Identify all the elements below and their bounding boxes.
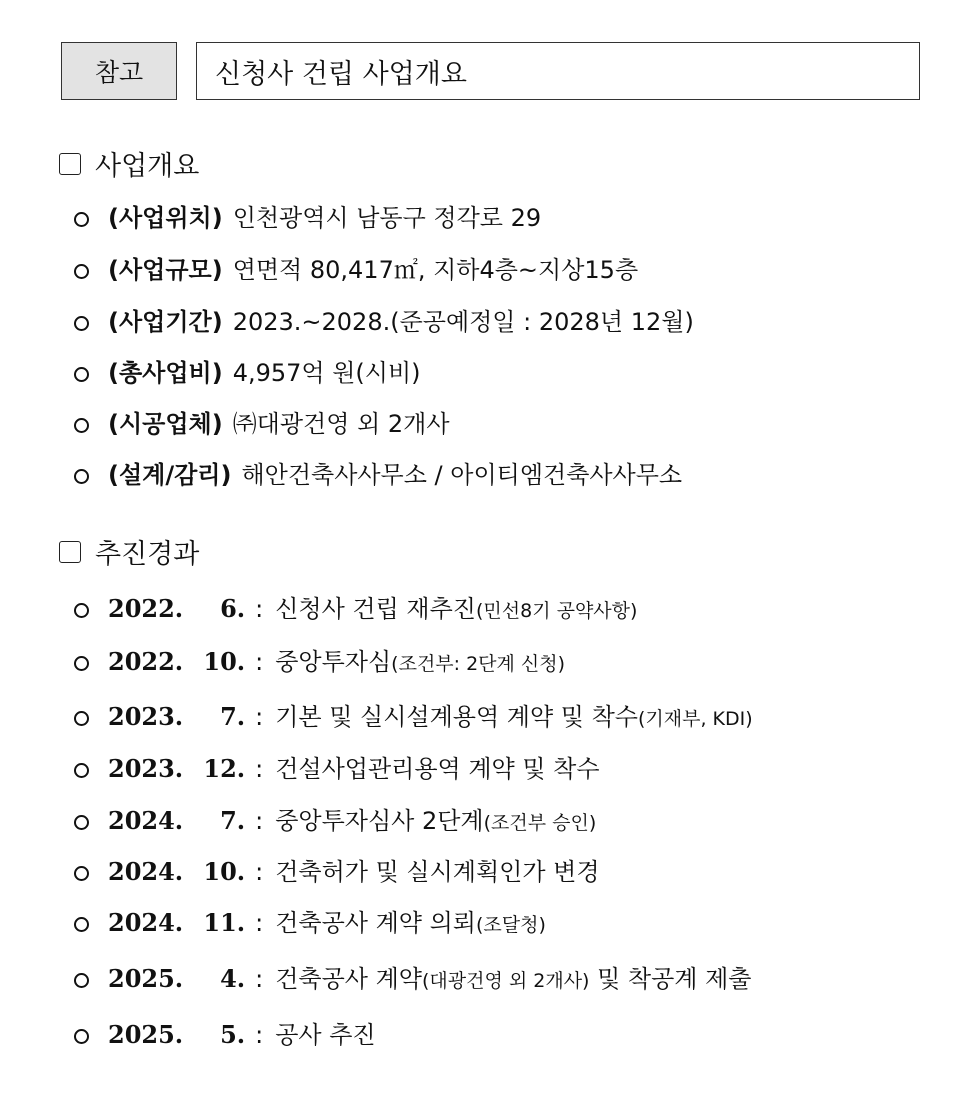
- checkbox-icon: [59, 541, 81, 563]
- colon-separator: :: [255, 965, 264, 993]
- item-label: (사업위치): [108, 204, 223, 232]
- overview-item-budget: [74, 353, 421, 388]
- progress-note: (기재부, KDI): [637, 708, 753, 730]
- progress-date: 2023. 7.: [108, 702, 246, 731]
- circle-bullet-icon: [74, 711, 89, 726]
- overview-item-location: [74, 198, 541, 233]
- colon-separator: :: [255, 1021, 264, 1049]
- circle-bullet-icon: [74, 264, 89, 279]
- circle-bullet-icon: [74, 212, 89, 227]
- progress-date: 2025. 5.: [108, 1020, 246, 1049]
- item-label: (총사업비): [108, 359, 223, 387]
- progress-main: 기본 및 실시설계용역 계약 및 착수: [275, 703, 638, 731]
- reference-tag: 참고: [61, 42, 177, 100]
- colon-separator: :: [255, 807, 264, 835]
- circle-bullet-icon: [74, 469, 89, 484]
- progress-item: [74, 852, 600, 887]
- circle-bullet-icon: [74, 815, 89, 830]
- circle-bullet-icon: [74, 367, 89, 382]
- page-header: [61, 42, 921, 100]
- checkbox-icon: [59, 153, 81, 175]
- progress-note: (대광건영 외 2개사): [421, 970, 590, 992]
- circle-bullet-icon: [74, 603, 89, 618]
- circle-bullet-icon: [74, 656, 89, 671]
- overview-item-design: [74, 455, 682, 490]
- overview-item-period: [74, 302, 694, 337]
- progress-main: 건축공사 계약 의뢰: [275, 909, 476, 937]
- progress-date: 2024. 10.: [108, 857, 246, 886]
- progress-item: [74, 642, 565, 677]
- colon-separator: :: [255, 595, 264, 623]
- progress-item: [74, 801, 596, 836]
- colon-separator: :: [255, 909, 264, 937]
- circle-bullet-icon: [74, 973, 89, 988]
- progress-section-heading: [59, 532, 199, 571]
- circle-bullet-icon: [74, 316, 89, 331]
- item-value: 연면적 80,417㎡, 지하4층~지상15층: [232, 256, 639, 284]
- overview-item-contractor: [74, 404, 450, 439]
- progress-tail: 및 착공계 제출: [589, 965, 752, 993]
- progress-item: [74, 1015, 376, 1050]
- progress-heading: 추진경과: [95, 539, 200, 570]
- item-value: 4,957억 원(시비): [232, 359, 421, 387]
- page-title: 신청사 건립 사업개요: [196, 42, 920, 100]
- progress-main: 건축허가 및 실시계획인가 변경: [275, 858, 600, 886]
- progress-date: 2023. 12.: [108, 754, 246, 783]
- progress-item: [74, 697, 753, 732]
- progress-item: [74, 749, 600, 784]
- item-value: ㈜대광건영 외 2개사: [232, 410, 450, 438]
- overview-item-scale: [74, 250, 638, 285]
- progress-date: 2025. 4.: [108, 964, 246, 993]
- colon-separator: :: [255, 703, 264, 731]
- colon-separator: :: [255, 648, 264, 676]
- progress-main: 공사 추진: [275, 1021, 376, 1049]
- colon-separator: :: [255, 858, 264, 886]
- progress-main: 건설사업관리용역 계약 및 착수: [275, 755, 600, 783]
- item-label: (시공업체): [108, 410, 223, 438]
- progress-note: (조건부: 2단계 신청): [391, 653, 566, 675]
- overview-heading: 사업개요: [95, 151, 200, 182]
- progress-note: (민선8기 공약사항): [475, 600, 638, 622]
- progress-main: 건축공사 계약: [275, 965, 422, 993]
- circle-bullet-icon: [74, 763, 89, 778]
- circle-bullet-icon: [74, 418, 89, 433]
- progress-note: (조건부 승인): [483, 812, 597, 834]
- item-label: (사업규모): [108, 256, 223, 284]
- progress-item: [74, 959, 751, 994]
- progress-item: [74, 589, 637, 624]
- progress-item: [74, 903, 546, 938]
- item-value: 해안건축사사무소 / 아이티엠건축사사무소: [241, 461, 683, 489]
- progress-date: 2024. 11.: [108, 908, 246, 937]
- progress-date: 2022. 10.: [108, 647, 246, 676]
- progress-main: 중앙투자심사 2단계: [275, 807, 484, 835]
- progress-main: 중앙투자심: [275, 648, 392, 676]
- colon-separator: :: [255, 755, 264, 783]
- item-value: 인천광역시 남동구 정각로 29: [232, 204, 542, 232]
- circle-bullet-icon: [74, 866, 89, 881]
- progress-date: 2022. 6.: [108, 594, 246, 623]
- item-label: (설계/감리): [108, 461, 232, 489]
- circle-bullet-icon: [74, 917, 89, 932]
- circle-bullet-icon: [74, 1029, 89, 1044]
- item-label: (사업기간): [108, 308, 223, 336]
- progress-main: 신청사 건립 재추진: [275, 595, 476, 623]
- progress-date: 2024. 7.: [108, 806, 246, 835]
- item-value: 2023.~2028.(준공예정일 : 2028년 12월): [232, 308, 694, 336]
- overview-section-heading: [59, 144, 199, 183]
- progress-note: (조달청): [475, 914, 546, 936]
